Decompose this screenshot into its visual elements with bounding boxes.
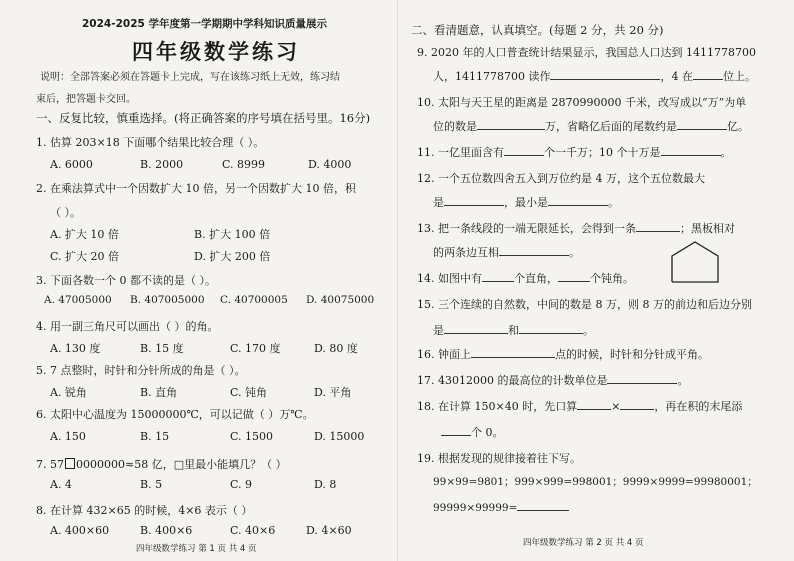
question-15-line-2: 是 和 。 (433, 324, 594, 337)
question-9-line-2: 人，1411778700 读作 ，4 在 位上。 (433, 70, 756, 83)
q11-blank-2[interactable] (661, 145, 721, 156)
question-18-line-2: 个 0。 (441, 424, 504, 440)
question-12-line-2: 是 ，最小是 。 (433, 196, 619, 209)
section-1-heading: 一、反复比较，慎重选择。(将正确答案的序号填在括号里。16分) (36, 111, 371, 125)
q3-option-d[interactable]: D. 40075000 (306, 294, 375, 306)
q2-option-c[interactable]: C. 扩大 20 倍 (50, 250, 120, 263)
q4-option-b[interactable]: B. 15 度 (140, 342, 184, 355)
q15-blank-2[interactable] (519, 323, 583, 334)
q10-blank-2[interactable] (677, 119, 727, 130)
q9-blank-1[interactable] (550, 69, 660, 80)
q7-option-d[interactable]: D. 8 (314, 478, 337, 491)
question-9-line-1: 9. 2020 年的人口普查统计结果显示，我国总人口达到 1411778700 (417, 46, 756, 59)
instructions-line-2: 束后，把答题卡交回。 (36, 94, 136, 105)
q18-blank-2[interactable] (620, 399, 654, 410)
question-16: 16. 钟面上 点的时候，时针和分针成平角。 (417, 348, 709, 361)
q11-blank-1[interactable] (504, 145, 544, 156)
q7-option-c[interactable]: C. 9 (230, 478, 253, 491)
question-8: 8. 在计算 432×65 的时候，4×6 表示（ ） (36, 504, 253, 517)
question-18-line-1: 18. 在计算 150×40 时，先口算 × ，再在积的末尾添 (417, 400, 743, 413)
q1-option-d[interactable]: D. 4000 (308, 158, 352, 171)
q1-option-a[interactable]: A. 6000 (50, 158, 93, 171)
question-2-line-2: （ ）。 (50, 206, 81, 219)
q13-blank-1[interactable] (636, 221, 680, 232)
q2-option-d[interactable]: D. 扩大 200 倍 (194, 250, 271, 263)
q3-option-c[interactable]: C. 40700005 (220, 294, 288, 306)
q17-blank-1[interactable] (607, 373, 677, 384)
question-12-line-1: 12. 一个五位数四舍五入到万位约是 4 万，这个五位数最大 (417, 172, 705, 185)
question-17: 17. 43012000 的最高位的计数单位是 。 (417, 374, 689, 387)
q3-option-b[interactable]: B. 407005000 (130, 294, 205, 306)
question-4: 4. 用一副三角尺可以画出（ ）的角。 (36, 320, 219, 333)
q1-option-b[interactable]: B. 2000 (140, 158, 184, 171)
q8-option-a[interactable]: A. 400×60 (50, 524, 110, 537)
q15-blank-1[interactable] (444, 323, 508, 334)
question-3: 3. 下面各数一个 0 都不读的是（ ）。 (36, 274, 216, 287)
q18-blank-3[interactable] (441, 425, 471, 436)
q1-option-c[interactable]: C. 8999 (222, 158, 266, 171)
page-2-footer: 四年级数学练习 第 2 页 共 4 页 (523, 538, 644, 548)
q18-blank-1[interactable] (577, 399, 611, 410)
q2-option-a[interactable]: A. 扩大 10 倍 (50, 228, 119, 241)
q10-blank-1[interactable] (477, 119, 545, 130)
q4-option-d[interactable]: D. 80 度 (314, 342, 358, 355)
q5-option-a[interactable]: A. 锐角 (50, 386, 87, 399)
question-11: 11. 一亿里面含有 个一千万；10 个十万是 。 (417, 146, 732, 159)
question-15-line-1: 15. 三个连续的自然数，中间的数是 8 万，则 8 万的前边和后边分别 (417, 298, 752, 311)
q3-option-a[interactable]: A. 47005000 (44, 294, 112, 306)
question-5: 5. 7 点整时，时针和分针所成的角是（ ）。 (36, 364, 246, 377)
question-13-line-2: 的两条边互相 。 (433, 246, 580, 259)
q6-option-b[interactable]: B. 15 (140, 430, 170, 443)
q14-blank-1[interactable] (482, 271, 514, 282)
question-2-line-1: 2. 在乘法算式中一个因数扩大 10 倍，另一个因数扩大 10 倍，积 (36, 182, 356, 195)
question-14: 14. 如图中有 个直角， 个钝角。 (417, 272, 634, 285)
q19-pattern: 99×99=9801；999×999=998001；9999×9999=99980001； (433, 476, 758, 488)
question-10-line-2: 位的数是 万，省略亿后面的尾数约是 亿。 (433, 120, 749, 133)
question-7 (36, 456, 287, 472)
q7-suffix: 0000000≈58 亿，□里最小能填几？（ ） (76, 458, 287, 471)
q5-option-d[interactable]: D. 平角 (314, 386, 352, 399)
q19-answer-line: 99999×99999= (433, 500, 569, 514)
main-title: 四年级数学练习 (132, 40, 300, 64)
question-13-line-1: 13. 把一条线段的一端无限延长，会得到一条 ；黑板相对 (417, 222, 735, 235)
question-6: 6. 太阳中心温度为 15000000℃，可以记做（ ）万℃。 (36, 408, 314, 421)
header-title: 2024-2025 学年度第一学期期中学科知识质量展示 (82, 18, 327, 30)
q5-option-c[interactable]: C. 钝角 (230, 386, 268, 399)
blank-box-icon (65, 458, 75, 469)
q6-option-d[interactable]: D. 15000 (314, 430, 365, 443)
q19-blank-1[interactable] (517, 500, 569, 511)
question-10-line-1: 10. 太阳与天王星的距离是 2870990000 千米，改写成以“万”为单 (417, 96, 747, 109)
q8-option-d[interactable]: D. 4×60 (306, 524, 352, 537)
q8-option-c[interactable]: C. 40×6 (230, 524, 276, 537)
q8-option-b[interactable]: B. 400×6 (140, 524, 193, 537)
q5-option-b[interactable]: B. 直角 (140, 386, 178, 399)
q2-option-b[interactable]: B. 扩大 100 倍 (194, 228, 271, 241)
q13-blank-2[interactable] (499, 245, 569, 256)
q12-blank-1[interactable] (444, 195, 504, 206)
q6-option-c[interactable]: C. 1500 (230, 430, 274, 443)
q7-option-b[interactable]: B. 5 (140, 478, 163, 491)
q7-prefix: 7. 57 (36, 458, 64, 471)
section-2-heading: 二、看清题意，认真填空。(每题 2 分，共 20 分) (411, 23, 664, 37)
instructions-line-1: 说明：全部答案必须在答题卡上完成，写在该练习纸上无效，练习结 (40, 72, 340, 83)
q4-option-a[interactable]: A. 130 度 (50, 342, 101, 355)
pentagon-figure (666, 240, 724, 284)
question-19: 19. 根据发现的规律接着往下写。 (417, 452, 581, 465)
page-2 (397, 0, 794, 561)
question-1: 1. 估算 203×18 下面哪个结果比较合理（ ）。 (36, 136, 265, 149)
q14-blank-2[interactable] (558, 271, 590, 282)
q4-option-c[interactable]: C. 170 度 (230, 342, 281, 355)
q12-blank-2[interactable] (548, 195, 608, 206)
page-1-footer: 四年级数学练习 第 1 页 共 4 页 (136, 544, 257, 554)
q9-blank-2[interactable] (693, 69, 723, 80)
q7-option-a[interactable]: A. 4 (50, 478, 72, 491)
q6-option-a[interactable]: A. 150 (50, 430, 86, 443)
q16-blank-1[interactable] (471, 347, 555, 358)
